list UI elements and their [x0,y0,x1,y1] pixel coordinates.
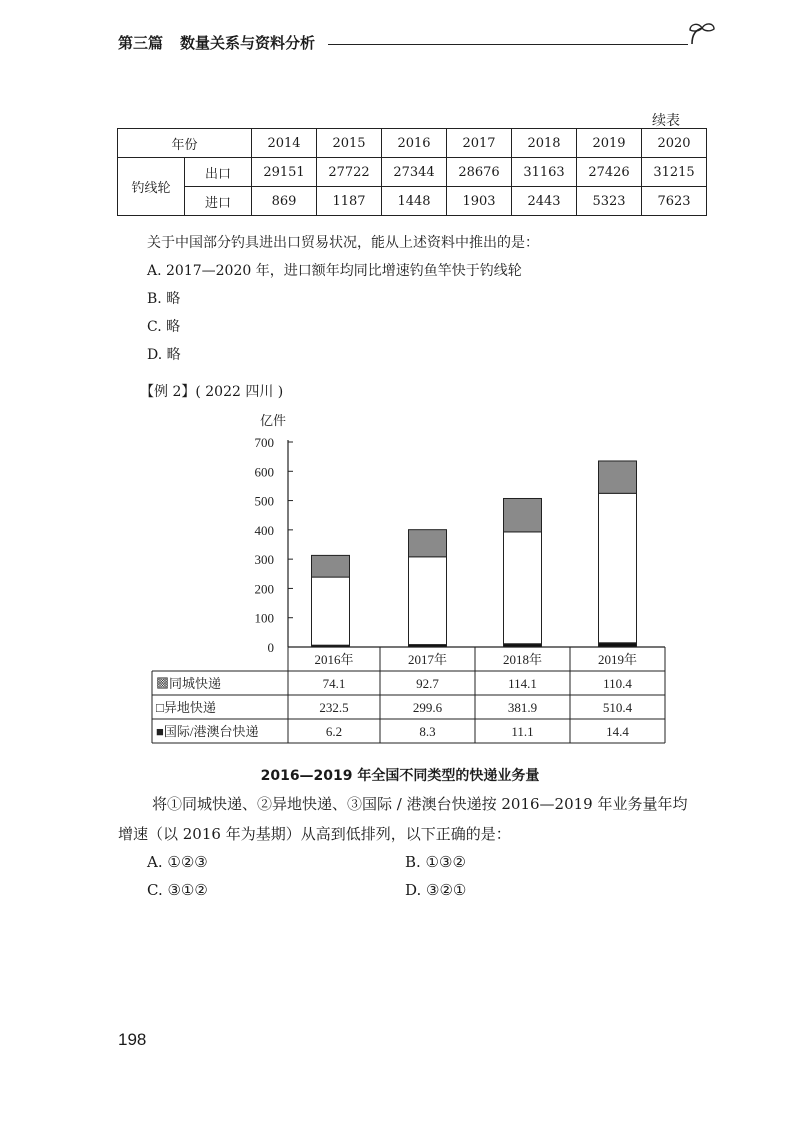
data-label: 11.1 [511,724,534,739]
question1-stem: 关于中国部分钓具进出口贸易状况，能从上述资料中推出的是： [147,235,539,251]
x-category-label: 2017年 [407,652,448,667]
question2-option-b: B. ①③② [405,853,466,871]
data-label: 114.1 [508,676,537,691]
value-cell: 28676 [447,158,512,187]
row-label-cell: 出口 [185,158,252,187]
bar-segment-intercity-3 [599,493,637,642]
question1-option-b: B. 略 [147,291,181,307]
data-label: 74.1 [322,676,346,691]
value-cell: 1448 [382,187,447,216]
x-category-label: 2018年 [502,652,543,667]
bar-segment-intercity-0 [312,577,350,645]
value-cell: 7623 [642,187,707,216]
question2-option-c: C. ③①② [147,881,208,899]
y-tick-label: 500 [254,493,274,509]
data-label: 6.2 [325,724,343,739]
data-label: 8.3 [419,724,436,739]
value-cell: 31163 [512,158,577,187]
data-label: 381.9 [507,700,538,715]
section-label: 第三篇 [118,34,164,52]
year-cell: 2019 [577,129,642,158]
data-label: 14.4 [606,724,629,739]
year-cell: 2014 [252,129,317,158]
chart-data-table [152,647,665,743]
value-cell: 5323 [577,187,642,216]
legend-entry: ■国际/港澳台快递 [156,724,259,739]
legend-entry: □异地快递 [156,700,216,715]
question1-option-d: D. 略 [147,347,181,363]
example2-label: 【例 2】( 2022 四川 ) [140,384,284,400]
question1-option-c: C. 略 [147,319,181,335]
table-header-row [118,129,707,158]
question1-option-a: A. 2017—2020 年，进口额年均同比增速钓鱼竿快于钓线轮 [147,263,522,279]
data-label: 299.6 [412,700,443,715]
chapter-title: 数量关系与资料分析 [180,34,316,52]
y-axis-unit-label: 亿件 [260,413,287,428]
year-cell: 2020 [642,129,707,158]
year-cell: 2017 [447,129,512,158]
bar-series [312,461,637,647]
chart-caption: 2016—2019 年全国不同类型的快递业务量 [260,768,540,784]
question2-option-d: D. ③②① [405,881,467,899]
group-label-cell: 钓线轮 [118,158,185,216]
y-tick-label: 100 [254,610,274,626]
y-tick-label: 400 [254,522,274,538]
year-header-cell: 年份 [118,129,252,158]
header-rule [328,44,688,45]
data-label: 110.4 [603,676,632,691]
legend-entry: ▩同城快递 [156,676,222,691]
value-cell: 869 [252,187,317,216]
x-category-label: 2019年 [597,652,638,667]
table-row [118,158,707,187]
y-tick-label: 0 [267,640,274,655]
year-cell: 2015 [317,129,382,158]
bar-segment-intracity-0 [312,555,350,577]
bar-segment-intracity-1 [409,530,447,557]
y-tick-label: 300 [254,552,274,568]
fishing-reel-trade-table [117,128,707,216]
express-volume-chart [140,405,680,750]
value-cell: 1903 [447,187,512,216]
row-label-cell: 进口 [185,187,252,216]
bar-segment-intracity-3 [599,461,637,493]
data-label: 232.5 [319,700,349,715]
table-row [118,187,707,216]
y-axis [255,435,294,655]
bar-segment-intercity-2 [504,532,542,644]
bar-segment-international-3 [599,643,637,647]
year-cell: 2018 [512,129,577,158]
value-cell: 27344 [382,158,447,187]
value-cell: 1187 [317,187,382,216]
value-cell: 2443 [512,187,577,216]
page-number: 198 [118,1030,147,1049]
value-cell: 27426 [577,158,642,187]
bar-segment-intercity-1 [409,557,447,645]
bar-segment-intracity-2 [504,498,542,531]
sprout-leaf-icon [686,20,718,50]
x-category-label: 2016年 [314,652,354,667]
y-tick-label: 200 [254,581,274,597]
data-label: 510.4 [602,700,633,715]
value-cell: 27722 [317,158,382,187]
y-tick-label: 600 [254,464,274,480]
question2-stem-line2: 增速（以 2016 年为基期）从高到低排列，以下正确的是： [118,825,511,843]
year-cell: 2016 [382,129,447,158]
question2-option-a: A. ①②③ [147,853,208,871]
value-cell: 31215 [642,158,707,187]
y-tick-label: 700 [254,435,274,450]
continued-table-label: 续表 [652,113,680,129]
data-label: 92.7 [416,676,439,691]
question2-stem-line1: 将①同城快递、②异地快递、③国际 / 港澳台快递按 2016—2019 年业务量年均 [152,795,688,813]
value-cell: 29151 [252,158,317,187]
